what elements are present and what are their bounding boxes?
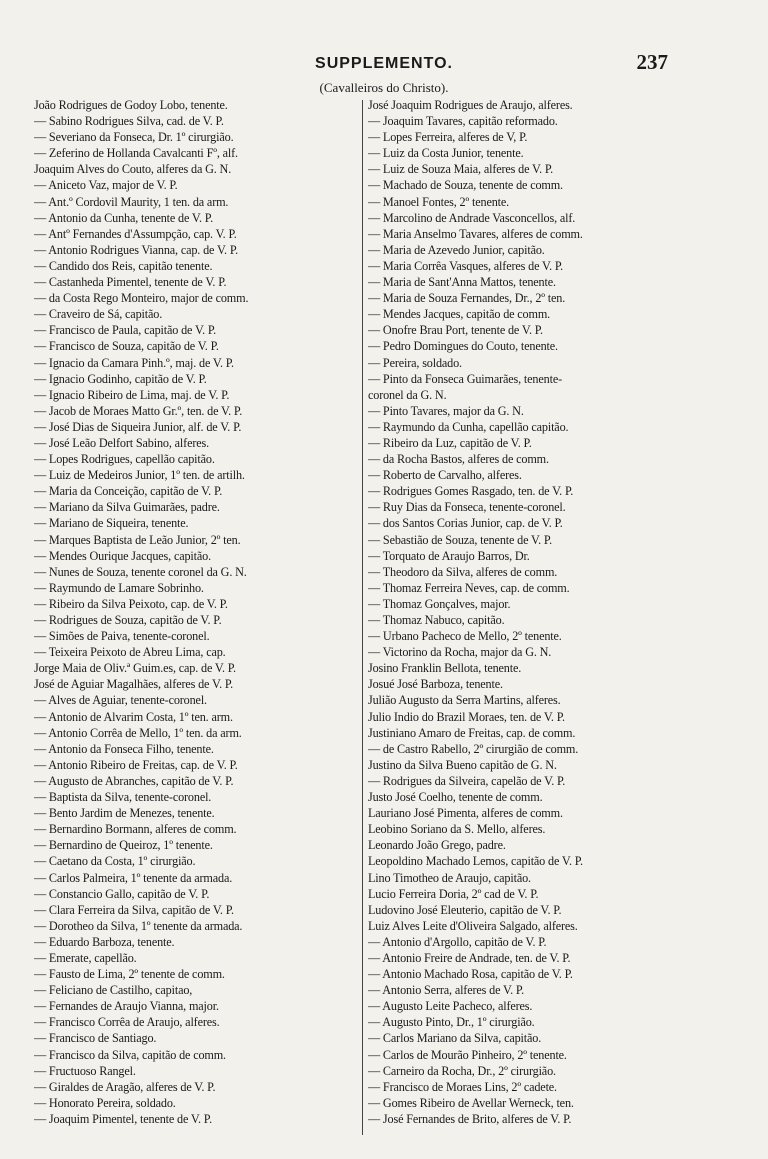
list-entry: — Antonio Ribeiro de Freitas, cap. de V. P.	[34, 757, 238, 772]
list-entry: — Caetano da Costa, 1º cirurgião.	[34, 854, 196, 869]
list-entry: — Ruy Dias da Fonseca, tenente-coronel.	[368, 500, 566, 515]
list-entry: Luiz Alves Leite d'Oliveira Salgado, alferes.	[368, 918, 578, 933]
list-entry: — Francisco de Moraes Lins, 2º cadete.	[368, 1079, 557, 1094]
list-entry: — Maria Corrêa Vasques, alferes de V. P.	[368, 258, 564, 273]
list-entry: — Joaquim Pimentel, tenente de V. P.	[34, 1111, 212, 1126]
list-entry: — Maria de Souza Fernandes, Dr., 2º ten.	[368, 291, 566, 306]
page-title: SUPPLEMENTO.	[315, 55, 453, 72]
list-entry: Joaquim Alves do Couto, alferes da G. N.	[34, 162, 232, 177]
list-entry: Justiniano Amaro de Freitas, cap. de comm.	[368, 725, 576, 740]
list-entry: — Clara Ferreira da Silva, capitão de V. P.	[34, 902, 234, 917]
list-entry: — Ant.º Cordovil Maurity, 1 ten. da arm.	[34, 194, 229, 209]
list-entry: — Luiz de Souza Maia, alferes de V. P.	[368, 162, 554, 177]
list-entry: Leonardo João Grego, padre.	[368, 838, 506, 853]
page-number: 237	[636, 50, 668, 74]
list-entry: — Manoel Fontes, 2º tenente.	[368, 194, 510, 209]
list-entry: Lino Timotheo de Araujo, capitão.	[368, 870, 531, 885]
list-entry: Leopoldino Machado Lemos, capitão de V. P.	[368, 854, 583, 869]
list-entry: — Lopes Ferreira, alferes de V, P.	[368, 130, 528, 145]
list-entry: — Rodrigues da Silveira, capelão de V. P.	[368, 773, 566, 788]
list-entry: — Machado de Souza, tenente de comm.	[368, 178, 563, 193]
list-entry: — Aniceto Vaz, major de V. P.	[34, 178, 178, 193]
list-entry: — Jacob de Moraes Matto Gr.º, ten. de V. P.	[34, 403, 243, 418]
list-entry: — Pinto Tavares, major da G. N.	[368, 403, 524, 418]
column-divider	[362, 100, 363, 1135]
list-entry: — Bernardino de Queiroz, 1º tenente.	[34, 838, 213, 853]
list-entry: — Gomes Ribeiro de Avellar Werneck, ten.	[368, 1095, 574, 1110]
list-entry: — Lopes Rodrigues, capellão capitão.	[34, 452, 215, 467]
list-entry: — Ignacio da Camara Pinh.º, maj. de V. P.	[34, 355, 234, 370]
list-entry: — Pinto da Fonseca Guimarães, tenente-	[368, 371, 562, 386]
list-entry: — Dorotheo da Silva, 1º tenente da armada.	[34, 918, 243, 933]
list-entry: — Nunes de Souza, tenente coronel da G. N.	[34, 564, 247, 579]
list-entry: — Augusto Leite Pacheco, alferes.	[368, 999, 533, 1014]
list-entry: Josué José Barboza, tenente.	[368, 677, 503, 692]
list-entry: — Antº Fernandes d'Assumpção, cap. V. P.	[34, 226, 237, 241]
list-entry: — Bernardino Bormann, alferes de comm.	[34, 822, 237, 837]
list-entry: — Raymundo da Cunha, capellão capitão.	[368, 419, 569, 434]
list-entry: — Ribeiro da Silva Peixoto, cap. de V. P.	[34, 596, 228, 611]
list-entry: — Carneiro da Rocha, Dr., 2º cirurgião.	[368, 1063, 556, 1078]
list-entry: — Honorato Pereira, soldado.	[34, 1095, 176, 1110]
list-entry: — Antonio d'Argollo, capitão de V. P.	[368, 934, 547, 949]
list-entry: — Torquato de Araujo Barros, Dr.	[368, 548, 530, 563]
list-entry: — Augusto Pinto, Dr., 1º cirurgião.	[368, 1015, 535, 1030]
list-entry: — Thomaz Gonçalves, major.	[368, 596, 511, 611]
list-entry: Lucio Ferreira Doria, 2º cad de V. P.	[368, 886, 539, 901]
list-entry: — Francisco de Souza, capitão de V. P.	[34, 339, 219, 354]
list-entry: — Baptista da Silva, tenente-coronel.	[34, 790, 212, 805]
list-entry: Julião Augusto da Serra Martins, alferes.	[368, 693, 561, 708]
list-entry: — Sebastião de Souza, tenente de V. P.	[368, 532, 553, 547]
list-entry: coronel da G. N.	[368, 387, 447, 402]
list-entry: Justo José Coelho, tenente de comm.	[368, 790, 543, 805]
list-entry: — Emerate, capellão.	[34, 950, 137, 965]
list-entry: — Sabino Rodrigues Silva, cad. de V. P.	[34, 114, 224, 129]
list-entry: — Thomaz Ferreira Neves, cap. de comm.	[368, 580, 570, 595]
list-entry: — Pereira, soldado.	[368, 355, 462, 370]
list-entry: — Antonio Freire de Andrade, ten. de V. P.	[368, 950, 571, 965]
list-entry: — Zeferino de Hollanda Cavalcanti Fº, alf.	[34, 146, 238, 161]
list-entry: — Constancio Gallo, capitão de V. P.	[34, 886, 210, 901]
list-entry: — da Costa Rego Monteiro, major de comm.	[34, 291, 249, 306]
list-entry: — Rodrigues de Souza, capitão de V. P.	[34, 613, 222, 627]
list-entry: — Feliciano de Castilho, capitao,	[34, 983, 193, 998]
list-entry: — Ribeiro da Luz, capitão de V. P.	[368, 435, 532, 450]
list-entry: — Ignacio Ribeiro de Lima, maj. de V. P.	[34, 387, 230, 402]
list-entry: — Francisco de Santiago.	[34, 1031, 157, 1046]
list-entry: — Mendes Ourique Jacques, capitão.	[34, 548, 211, 563]
list-entry: — Simões de Paiva, tenente-coronel.	[34, 629, 210, 644]
list-entry: Justino da Silva Bueno capitão de G. N.	[368, 757, 557, 772]
list-entry: — Marcolino de Andrade Vasconcellos, alf.	[368, 210, 576, 225]
list-entry: — Bento Jardim de Menezes, tenente.	[34, 806, 215, 821]
list-entry: — Maria Anselmo Tavares, alferes de comm.	[368, 226, 583, 241]
list-entry: — Giraldes de Aragão, alferes de V. P.	[34, 1079, 216, 1094]
list-entry: — Ignacio Godinho, capitão de V. P.	[34, 371, 207, 386]
list-entry: — Mendes Jacques, capitão de comm.	[368, 307, 551, 322]
list-entry: — Antonio da Fonseca Filho, tenente.	[34, 741, 214, 756]
list-entry: — Carlos Palmeira, 1º tenente da armada.	[34, 870, 233, 885]
list-entry: — Maria da Conceição, capitão de V. P.	[34, 484, 223, 499]
list-entry: Julio Indio do Brazil Moraes, ten. de V. P.	[368, 709, 565, 724]
list-entry: Lauriano José Pimenta, alferes de comm.	[368, 806, 563, 821]
list-entry: José Joaquim Rodrigues de Araujo, alferes.	[368, 98, 573, 112]
list-entry: — Antonio da Cunha, tenente de V. P.	[34, 210, 213, 225]
list-entry: — Urbano Pacheco de Mello, 2º tenente.	[368, 629, 562, 644]
list-entry: Ludovino José Eleuterio, capitão de V. P.	[368, 902, 562, 917]
right-column	[368, 97, 698, 1137]
list-entry: — Antonio Rodrigues Vianna, cap. de V. P.	[34, 242, 239, 257]
list-entry: — Carlos de Mourão Pinheiro, 2º tenente.	[368, 1047, 567, 1062]
list-entry: — Maria de Sant'Anna Mattos, tenente.	[368, 275, 556, 290]
list-entry: — Onofre Brau Port, tenente de V. P.	[368, 323, 543, 338]
list-entry: — Raymundo de Lamare Sobrinho.	[34, 580, 204, 595]
list-entry: — Francisco de Paula, capitão de V. P.	[34, 323, 217, 338]
list-entry: — Joaquim Tavares, capitão reformado.	[368, 114, 558, 129]
list-entry: — Fernandes de Araujo Vianna, major.	[34, 999, 219, 1014]
list-entry: — Thomaz Nabuco, capitão.	[368, 613, 505, 627]
list-entry: — Pedro Domingues do Couto, tenente.	[368, 339, 558, 354]
list-entry: — Alves de Aguiar, tenente-coronel.	[34, 693, 207, 708]
list-entry: — Mariano de Siqueira, tenente.	[34, 516, 189, 531]
list-entry: — Craveiro de Sá, capitão.	[34, 307, 163, 322]
list-entry: — Antonio de Alvarim Costa, 1º ten. arm.	[34, 709, 233, 724]
list-entry: — Severiano da Fonseca, Dr. 1º cirurgião.	[34, 130, 234, 145]
list-entry: Leobino Soriano da S. Mello, alferes.	[368, 822, 546, 837]
list-entry: João Rodrigues de Godoy Lobo, tenente.	[34, 98, 228, 112]
list-entry: — Victorino da Rocha, major da G. N.	[368, 645, 552, 660]
list-entry: — Augusto de Abranches, capitão de V. P.	[34, 773, 234, 788]
left-column	[34, 97, 360, 1137]
list-entry: — Roberto de Carvalho, alferes.	[368, 468, 522, 483]
list-entry: — Marques Baptista de Leão Junior, 2º ten.	[34, 532, 241, 547]
list-entry: — Fructuoso Rangel.	[34, 1063, 136, 1078]
list-entry: — Castanheda Pimentel, tenente de V. P.	[34, 275, 227, 290]
list-entry: Josino Franklin Bellota, tenente.	[368, 661, 522, 676]
list-entry: — José Dias de Siqueira Junior, alf. de V. P.	[34, 419, 242, 434]
list-entry: — Carlos Mariano da Silva, capitão.	[368, 1031, 542, 1046]
list-entry: — José Fernandes de Brito, alferes de V. P.	[368, 1111, 572, 1126]
list-entry: — Fausto de Lima, 2º tenente de comm.	[34, 967, 225, 982]
list-entry: — Teixeira Peixoto de Abreu Lima, cap.	[34, 645, 226, 660]
list-entry: Jorge Maia de Oliv.ª Guim.es, cap. de V. P.	[34, 661, 236, 676]
list-entry: — dos Santos Corias Junior, cap. de V. P.	[368, 516, 563, 531]
list-entry: — Theodoro da Silva, alferes de comm.	[368, 564, 558, 579]
section-subtitle: (Cavalleiros do Christo).	[319, 80, 449, 95]
list-entry: — Maria de Azevedo Junior, capitão.	[368, 242, 545, 257]
list-entry: — Antonio Serra, alferes de V. P.	[368, 983, 525, 998]
list-entry: — José Leão Delfort Sabino, alferes.	[34, 435, 209, 450]
list-entry: — Luiz da Costa Junior, tenente.	[368, 146, 524, 161]
list-entry: — Antonio Machado Rosa, capitão de V. P.	[368, 967, 573, 982]
list-entry: — Mariano da Silva Guimarães, padre.	[34, 500, 220, 515]
list-entry: — de Castro Rabello, 2º cirurgião de comm.	[368, 741, 579, 756]
list-entry: — da Rocha Bastos, alferes de comm.	[368, 452, 549, 467]
list-entry: — Francisco Corrêa de Araujo, alferes.	[34, 1015, 220, 1030]
list-entry: — Francisco da Silva, capitão de comm.	[34, 1047, 226, 1062]
list-entry: José de Aguiar Magalhães, alferes de V. P.	[34, 677, 234, 692]
list-entry: — Luiz de Medeiros Junior, 1º ten. de artilh.	[34, 468, 245, 483]
list-entry: — Eduardo Barboza, tenente.	[34, 934, 175, 949]
list-entry: — Candido dos Reis, capitão tenente.	[34, 258, 213, 273]
list-entry: — Antonio Corrêa de Mello, 1º ten. da arm.	[34, 725, 242, 740]
list-entry: — Rodrigues Gomes Rasgado, ten. de V. P.	[368, 484, 574, 499]
